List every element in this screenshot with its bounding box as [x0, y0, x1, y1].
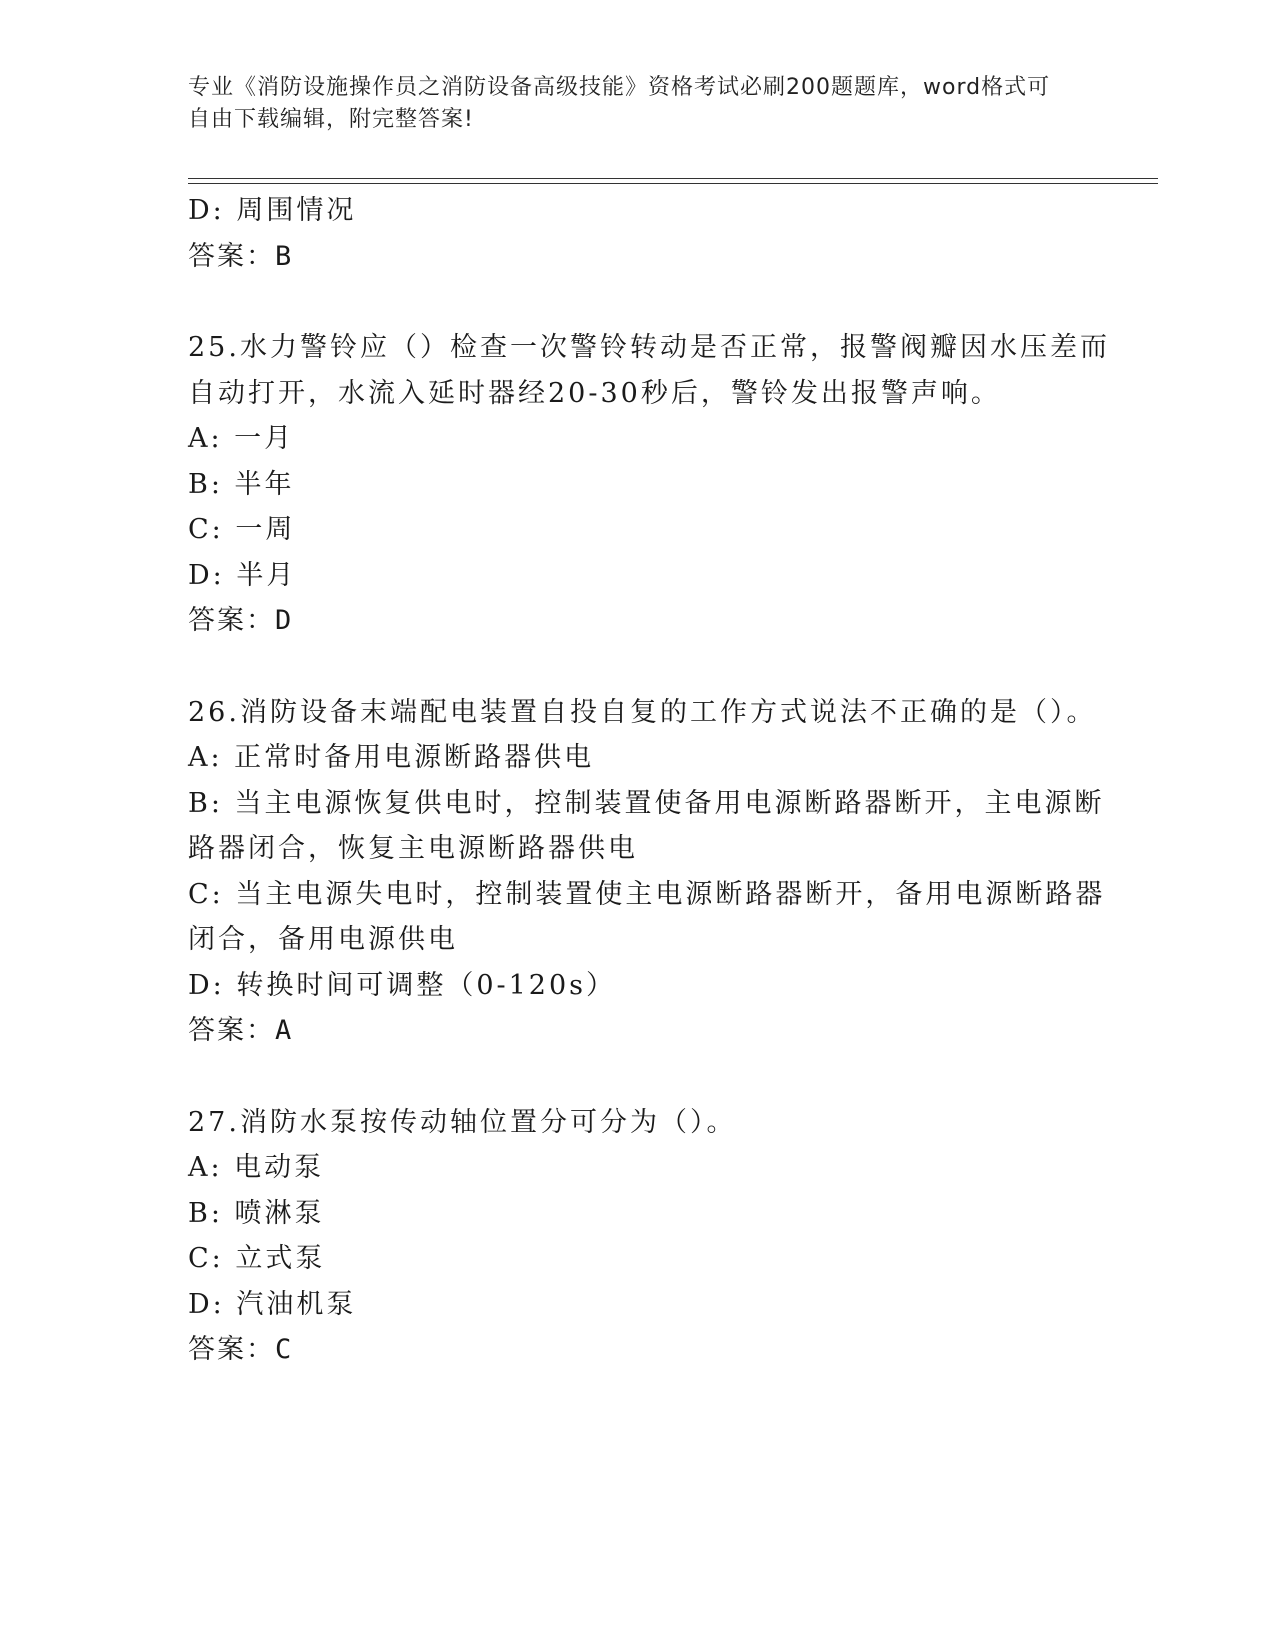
question-stem-line: 27.消防水泵按传动轴位置分可分为（）。: [188, 1106, 737, 1138]
answer-value: D: [275, 605, 294, 636]
answer-label: 答案：: [188, 1015, 275, 1046]
option-b-line: 路器闭合，恢复主电源断路器供电: [188, 833, 638, 864]
answer-line: [188, 234, 1088, 280]
answer-value: B: [275, 240, 294, 272]
spacer: [188, 279, 1088, 325]
spacer: [188, 1054, 1088, 1100]
option-c: C: 立式泵: [188, 1243, 326, 1274]
option-c: C: 一周: [188, 514, 296, 545]
spacer: [188, 644, 1088, 690]
answer-line: [188, 1008, 1088, 1054]
answer-label: 答案：: [188, 605, 275, 636]
question-content: [188, 188, 1110, 1373]
option-a: A: 电动泵: [188, 1152, 325, 1183]
option-d: D: 周围情况: [188, 195, 357, 226]
question-stem-line: 25.水力警铃应（）检查一次警铃转动是否正常，报警阀瓣因水压差而: [188, 332, 1110, 363]
option-d: D: 转换时间可调整（0-120s）: [188, 969, 617, 1001]
answer-label: 答案：: [188, 1334, 275, 1365]
document-header: 专业《消防设施操作员之消防设备高级技能》资格考试必刷200题题库，word格式可自由下载编辑，附完整答案!: [188, 75, 1051, 132]
question-stem-line: 26.消防设备末端配电装置自投自复的工作方式说法不正确的是（）。: [188, 696, 1097, 728]
option-b-line: B: 当主电源恢复供电时，控制装置使备用电源断路器断开，主电源断: [188, 787, 1105, 819]
header-rule-top: [188, 178, 1158, 179]
header-rule-bottom: [188, 183, 1158, 184]
option-a: A: 正常时备用电源断路器供电: [188, 742, 595, 773]
option-a: A: 一月: [188, 423, 295, 454]
question-25: [188, 325, 1110, 644]
option-b: B: 喷淋泵: [188, 1197, 325, 1229]
option-c-line: 闭合，备用电源供电: [188, 924, 458, 955]
answer-value: C: [275, 1334, 294, 1365]
question-stem-line: 自动打开，水流入延时器经20-30秒后，警铃发出报警声响。: [188, 377, 1001, 409]
option-d: D: 半月: [188, 559, 297, 591]
answer-label: 答案：: [188, 240, 275, 272]
answer-line: [188, 1327, 1088, 1373]
answer-value: A: [275, 1015, 294, 1046]
option-c-line: C: 当主电源失电时，控制装置使主电源断路器断开，备用电源断路器: [188, 878, 1106, 910]
option-d: D: 汽油机泵: [188, 1288, 357, 1320]
question-26: [188, 690, 1106, 1054]
answer-line: [188, 598, 1088, 644]
option-b: B: 半年: [188, 468, 295, 500]
question-27: [188, 1100, 1088, 1373]
